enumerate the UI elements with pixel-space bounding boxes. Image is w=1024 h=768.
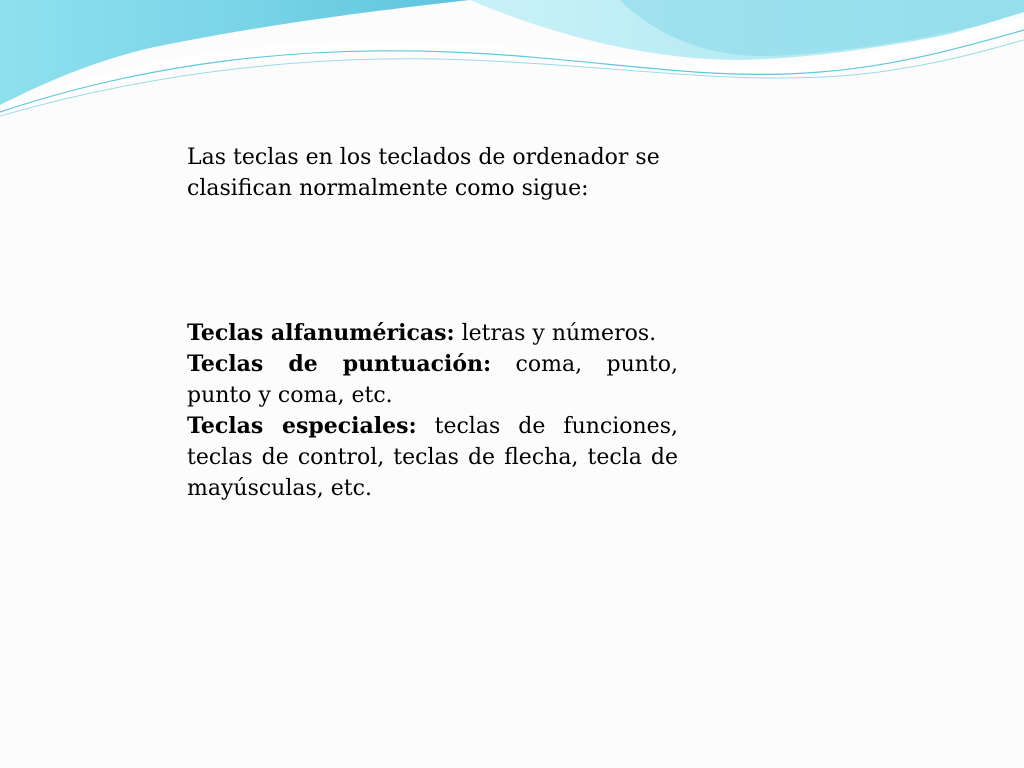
- list-item-term: Teclas alfanuméricas:: [187, 320, 455, 346]
- list-item-term: Teclas especiales:: [187, 413, 417, 439]
- intro-paragraph: Las teclas en los teclados de ordenador se clasifican normalmente como sigue:: [187, 145, 660, 201]
- list-item-description: teclas de funciones, teclas de control, teclas de flecha, tecla de mayúsculas, etc.: [187, 414, 678, 501]
- key-types-list: [187, 318, 678, 504]
- list-item-description: letras y números.: [461, 321, 657, 346]
- slide-content: [187, 142, 678, 504]
- list-item: [187, 349, 678, 411]
- list-item-term: Teclas de puntuación:: [187, 351, 492, 377]
- list-item: [187, 411, 678, 504]
- list-item-description: coma, punto, punto y coma, etc.: [187, 352, 679, 408]
- list-item: [187, 318, 678, 349]
- wave-header-decoration: [0, 0, 1024, 120]
